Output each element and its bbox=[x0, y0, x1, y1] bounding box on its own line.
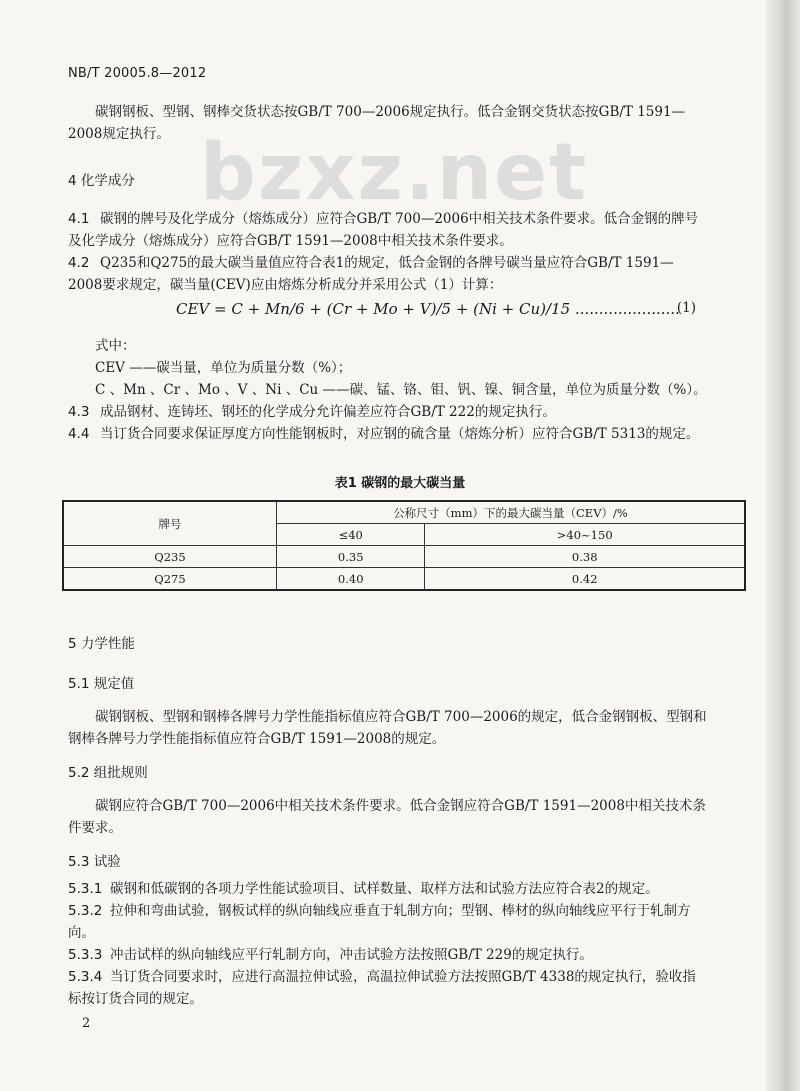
header-cev-group: 公称尺寸（mm）下的最大碳当量（CEV）/% bbox=[277, 501, 746, 524]
clause-4-3 bbox=[68, 401, 708, 423]
table-row bbox=[63, 546, 745, 568]
page-number: 2 bbox=[82, 1016, 91, 1031]
table-header-row bbox=[63, 501, 745, 524]
clause-number: 5.3.2 bbox=[68, 903, 103, 919]
formula-expression: CEV = C + Mn/6 + (Cr + Mo + V)/5 + (Ni + Cu)/15 ...................... bbox=[176, 300, 680, 318]
subsection-5-2-title: 5.2 组批规则 bbox=[68, 765, 148, 781]
clause-number: 4.1 bbox=[68, 211, 90, 227]
subsection-5-1-text: 碳钢钢板、型钢和钢棒各牌号力学性能指标值应符合GB/T 700—2006的规定，低合金钢钢板、型钢和钢棒各牌号力学性能指标值应符合GB/T 1591—2008的规定。 bbox=[68, 709, 707, 747]
subsection-5-3-title: 5.3 试验 bbox=[68, 854, 121, 870]
clause-text: 拉伸和弯曲试验，钢板试样的纵向轴线应垂直于轧制方向；型钢、棒材的纵向轴线应平行于轧制方向。 bbox=[68, 903, 691, 941]
clause-4-4 bbox=[68, 423, 708, 445]
cell-grade: Q235 bbox=[63, 546, 277, 568]
clause-5-3-3 bbox=[68, 944, 708, 966]
watermark: bzxz.net bbox=[200, 128, 589, 218]
clause-number: 5.3.3 bbox=[68, 947, 103, 963]
standard-header: NB/T 20005.8—2012 bbox=[68, 66, 207, 81]
cell-value: 0.35 bbox=[277, 546, 425, 568]
header-grade: 牌号 bbox=[63, 501, 277, 546]
cell-value: 0.38 bbox=[425, 546, 745, 568]
where-label: 式中： bbox=[95, 338, 136, 354]
clause-text: 碳钢的牌号及化学成分（熔炼成分）应符合GB/T 700—2006中相关技术条件要求。低合金钢的牌号及化学成分（熔炼成分）应符合GB/T 1591—2008中相关技术条件要求。 bbox=[68, 211, 699, 249]
cell-value: 0.40 bbox=[277, 568, 425, 591]
clause-5-3-4 bbox=[68, 966, 708, 1010]
clause-5-3-1 bbox=[68, 878, 708, 900]
table-1 bbox=[62, 500, 746, 591]
section-5-title: 5 力学性能 bbox=[68, 636, 135, 652]
cell-grade: Q275 bbox=[63, 568, 277, 591]
clause-number: 5.3.1 bbox=[68, 881, 103, 897]
clause-5-3-2 bbox=[68, 900, 708, 944]
cell-value: 0.42 bbox=[425, 568, 745, 591]
definition-cev: CEV ——碳当量，单位为质量分数（%）； bbox=[95, 360, 352, 376]
header-size-1: ≤40 bbox=[277, 524, 425, 546]
clause-number: 4.3 bbox=[68, 404, 90, 420]
clause-number: 4.2 bbox=[68, 255, 90, 271]
subsection-5-2-text: 碳钢应符合GB/T 700—2006中相关技术条件要求。低合金钢应符合GB/T 1591—2008中相关技术条件要求。 bbox=[68, 798, 706, 836]
clause-text: 当订货合同要求保证厚度方向性能钢板时，对应钢的硫含量（熔炼分析）应符合GB/T 5313的规定。 bbox=[100, 426, 700, 442]
clause-text: 碳钢和低碳钢的各项力学性能试验项目、试样数量、取样方法和试验方法应符合表2的规定。 bbox=[110, 881, 659, 897]
cev-formula bbox=[176, 300, 696, 318]
clause-text: Q235和Q275的最大碳当量值应符合表1的规定，低合金钢的各牌号碳当量应符合GB/T 1591—2008要求规定，碳当量(CEV)应由熔炼分析成分并采用公式（1）计算： bbox=[68, 255, 674, 293]
clause-text: 冲击试样的纵向轴线应平行轧制方向，冲击试验方法按照GB/T 229的规定执行。 bbox=[110, 947, 593, 963]
page-binding-edge bbox=[766, 0, 800, 1091]
table-row bbox=[63, 568, 745, 591]
clause-text: 当订货合同要求时，应进行高温拉伸试验，高温拉伸试验方法按照GB/T 4338的规定执行，验收指标按订货合同的规定。 bbox=[68, 969, 696, 1007]
definition-elements: C 、Mn 、Cr 、Mo 、V 、Ni 、Cu ——碳、锰、铬、钼、钒、镍、铜含量，单位为质量分数（%）。 bbox=[95, 382, 707, 398]
subsection-5-1-title: 5.1 规定值 bbox=[68, 676, 135, 692]
formula-number: (1) bbox=[676, 300, 696, 316]
clause-number: 5.3.4 bbox=[68, 969, 103, 985]
intro-paragraph: 碳钢钢板、型钢、钢棒交货状态按GB/T 700—2006规定执行。低合金钢交货状态按GB/T 1591—2008规定执行。 bbox=[68, 104, 686, 142]
clause-4-2 bbox=[68, 252, 708, 296]
table-1-caption: 表1 碳钢的最大碳当量 bbox=[334, 476, 466, 491]
header-size-2: >40~150 bbox=[425, 524, 745, 546]
section-4-title: 4 化学成分 bbox=[68, 173, 135, 189]
clause-4-1 bbox=[68, 208, 708, 252]
clause-number: 4.4 bbox=[68, 426, 90, 442]
clause-text: 成品钢材、连铸坯、钢坯的化学成分允许偏差应符合GB/T 222的规定执行。 bbox=[100, 404, 556, 420]
